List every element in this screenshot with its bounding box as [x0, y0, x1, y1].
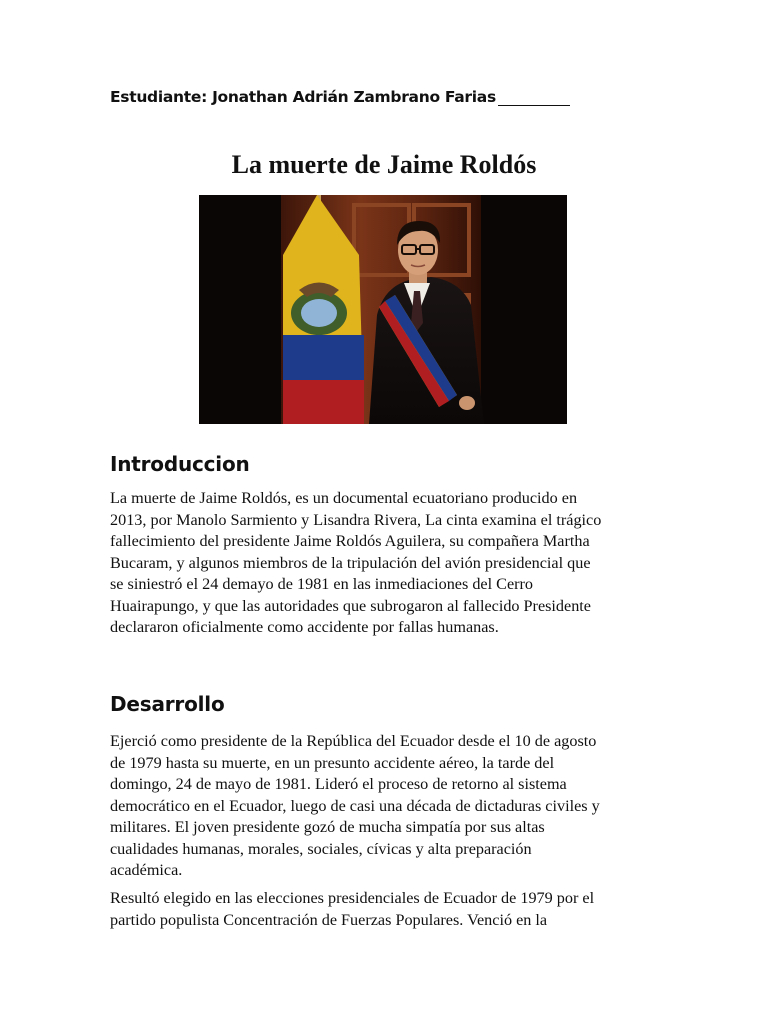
- student-line: [110, 88, 570, 106]
- section-heading-desarrollo: Desarrollo: [110, 692, 225, 716]
- intro-paragraph: La muerte de Jaime Roldós, es un documental ecuatoriano producido en 2013, por Manolo Sarmiento y Lisandra Rivera, La cinta examina el trágico fallecimiento del presidente Jaime Roldós Aguilera, su compañera Martha Bucaram, y algunos miembros de la tripulación del avión presidencial que se siniestró el 24 demayo de 1981 en las inmediaciones del Cerro Huairapungo, y que las autoridades que subrogaron al fallecido Presidente declararon oficialmente como accidente por fallas humanas.: [110, 489, 602, 636]
- portrait-photo: [199, 195, 567, 424]
- desarrollo-paragraph-1: Ejerció como presidente de la República del Ecuador desde el 10 de agosto de 1979 hasta su muerte, en un presunto accidente aéreo, la tarde del domingo, 24 de mayo de 1981. Lideró el proceso de retorno al sistema democrático en el Ecuador, luego de casi una década de dictaduras civiles y militares. El joven presidente gozó de mucha simpatía por sus altas cualidades humanas, morales, sociales, cívicas y alta preparación académica.: [110, 732, 600, 879]
- section-heading-introduccion: Introduccion: [110, 452, 250, 476]
- desarrollo-paragraph-2: Resultó elegido en las elecciones presidenciales de Ecuador de 1979 por el partido populista Concentración de Fuerzas Populares. Venció en la: [110, 889, 595, 929]
- student-underline: [498, 91, 570, 106]
- portrait-illustration: [199, 195, 567, 424]
- student-name: Estudiante: Jonathan Adrián Zambrano Farias: [110, 88, 496, 106]
- document-title: La muerte de Jaime Roldós: [231, 150, 537, 179]
